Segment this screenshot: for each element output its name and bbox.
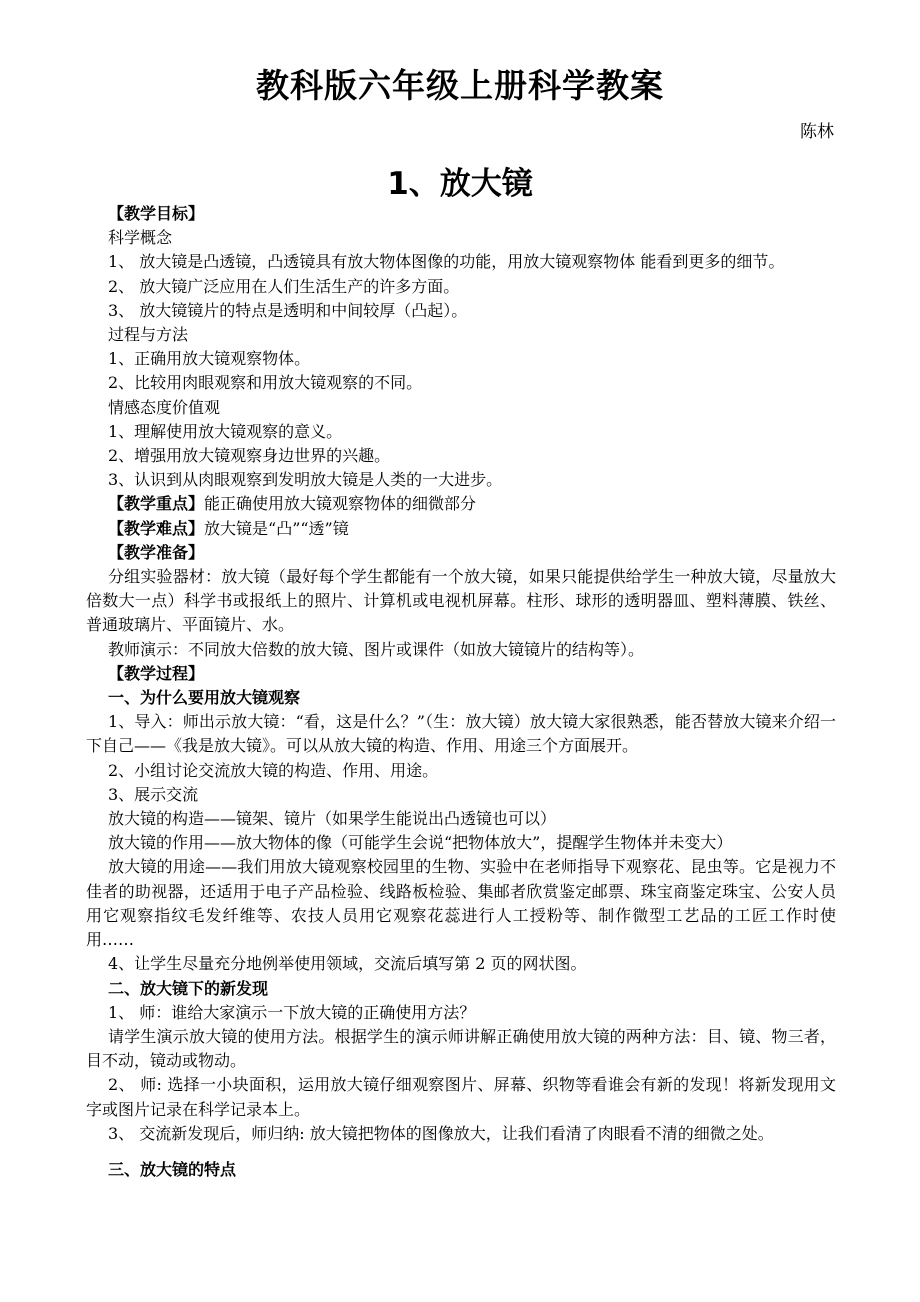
- emotion-item: 1、理解使用放大镜观察的意义。: [108, 421, 343, 441]
- lesson-title: 1、放大镜: [387, 166, 533, 202]
- concept-item: 2、 放大镜广泛应用在人们生活生产的许多方面。: [108, 276, 460, 296]
- section-heading: 一、为什么要用放大镜观察: [108, 688, 301, 708]
- key-point-label: 【教学重点】: [108, 494, 205, 514]
- paragraph: 放大镜的构造——镜架、镜片（如果学生能说出凸透镜也可以）: [108, 809, 557, 829]
- preparation-teacher-demo: 教师演示：不同放大倍数的放大镜、图片或课件（如放大镜镜片的结构等）。: [108, 639, 645, 659]
- section-heading: 二、放大镜下的新发现: [108, 978, 269, 998]
- paragraph: 3、展示交流: [108, 784, 199, 804]
- key-point-text: 能正确使用放大镜观察物体的细微部分: [204, 494, 477, 514]
- concept-item: 3、 放大镜镜片的特点是透明和中间较厚（凸起）。: [108, 300, 468, 320]
- paragraph: 3、 交流新发现后，师归纳: 放大镜把物体的图像放大，让我们看清了肉眼看不清的细微之处。: [108, 1123, 774, 1143]
- emotion-item: 3、认识到从肉眼观察到发明放大镜是人类的一大进步。: [108, 470, 503, 490]
- difficult-point: [86, 517, 836, 541]
- author-name: 陈林: [800, 122, 834, 142]
- emotion-values-heading: 情感态度价值观: [108, 397, 221, 417]
- preparation-group-materials: 分组实验器材：放大镜（最好每个学生都能有一个放大镜，如果只能提供给学生一种放大镜，尽量放大倍数大一点）科学书或报纸上的照片、计算机或电视机屏幕。柱形、球形的透明器皿、塑料薄膜、铁丝、普通玻璃片、平面镜片、水。: [86, 567, 836, 635]
- paragraph: 放大镜的作用——放大物体的像（可能学生会说“把物体放大”，提醒学生物体并未变大）: [108, 833, 733, 853]
- paragraph: 请学生演示放大镜的使用方法。根据学生的演示师讲解正确使用放大镜的两种方法：目、镜、物三者，目不动，镜动或物动。: [86, 1026, 836, 1071]
- process-item: 1、正确用放大镜观察物体。: [108, 349, 311, 369]
- paragraph: 2、小组讨论交流放大镜的构造、作用、用途。: [108, 760, 439, 780]
- spacer: [86, 1146, 836, 1158]
- paragraph: 2、 师: 选择一小块面积，运用放大镜仔细观察图片、屏幕、织物等看谁会有新的发现！将新发现用文字或图片记录在科学记录本上。: [86, 1075, 836, 1119]
- paragraph: 放大镜的用途——我们用放大镜观察校园里的生物、实验中在老师指导下观察花、昆虫等。它是视力不佳者的助视器，还适用于电子产品检验、线路板检验、集邮者欣赏鉴定邮票、珠宝商鉴定珠宝、公安人员用它观察指纹毛发纤维等、农技人员用它观察花蕊进行人工授粉等、制作微型工艺品的工匠工作时使用……: [86, 857, 836, 950]
- teaching-process-header: 【教学过程】: [108, 663, 205, 683]
- process-item: 2、比较用肉眼观察和用放大镜观察的不同。: [108, 373, 423, 393]
- process-method-heading: 过程与方法: [108, 325, 189, 345]
- difficult-point-label: 【教学难点】: [108, 518, 205, 538]
- emotion-item: 2、增强用放大镜观察身边世界的兴趣。: [108, 446, 391, 466]
- paragraph: 1、导入：师出示放大镜：“看，这是什么？”（生：放大镜）放大镜大家很熟悉，能否替放大镜来介绍一下自己——《我是放大镜》。可以从放大镜的构造、作用、用途三个方面展开。: [86, 712, 836, 756]
- concept-item: 1、 放大镜是凸透镜，凸透镜具有放大物体图像的功能，用放大镜观察物体 能看到更多的细节。: [108, 252, 785, 272]
- document-title: 教科版六年级上册科学教案: [256, 66, 664, 105]
- preparation-header: 【教学准备】: [108, 542, 205, 562]
- science-concept-heading: 科学概念: [108, 228, 173, 248]
- difficult-point-text: 放大镜是“凸”“透”镜: [204, 518, 349, 538]
- document-body: [86, 202, 836, 1182]
- teaching-goals-header: 【教学目标】: [108, 204, 205, 223]
- key-point: [86, 492, 836, 516]
- section-heading: 三、放大镜的特点: [108, 1159, 237, 1179]
- paragraph: 1、 师：谁给大家演示一下放大镜的正确使用方法？: [108, 1002, 476, 1022]
- paragraph: 4、让学生尽量充分地例举使用领域，交流后填写第 2 页的网状图。: [108, 954, 587, 974]
